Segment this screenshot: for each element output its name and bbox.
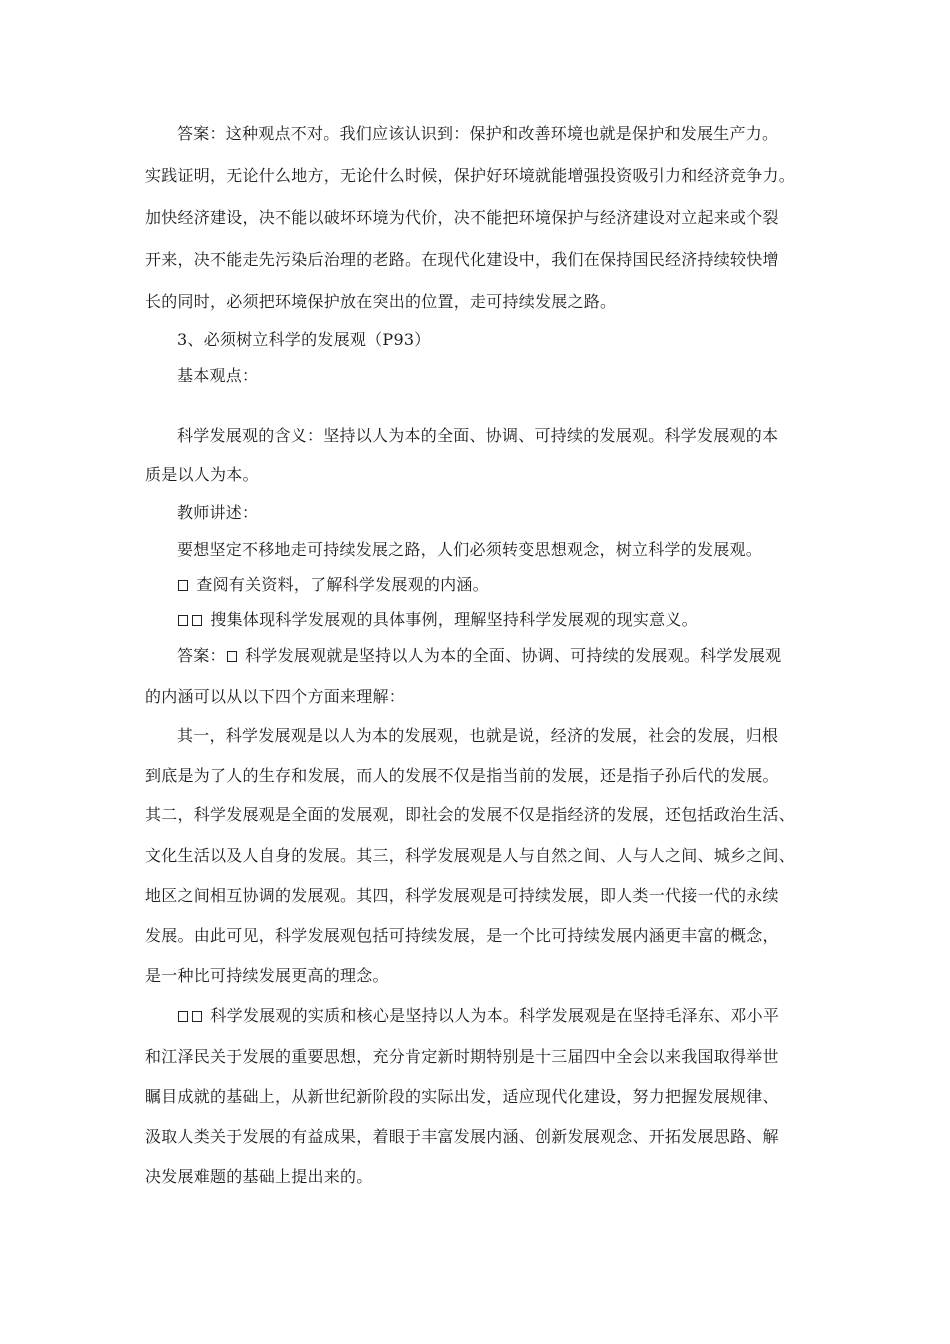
paragraph-line: 和江泽民关于发展的重要思想，充分肯定新时期特别是十三届四中全会以来我国取得举世: [145, 1047, 779, 1066]
checkbox-glyph-icon: [227, 651, 237, 662]
paragraph-line: 的内涵可以从以下四个方面来理解：: [145, 687, 406, 706]
list-item-text: 查阅有关资料，了解科学发展观的内涵。: [196, 575, 489, 594]
checkbox-glyph-icon: [192, 1011, 202, 1022]
answer-text: 科学发展观就是坚持以人为本的全面、协调、可持续的发展观。科学发展观: [245, 646, 782, 665]
paragraph-line: 决发展难题的基础上提出来的。: [145, 1167, 373, 1186]
paragraph-line: 质是以人为本。: [145, 465, 259, 484]
list-item: [177, 575, 489, 595]
checkbox-glyph-icon: [178, 580, 188, 591]
list-item-text: 搜集体现科学发展观的具体事例，理解坚持科学发展观的现实意义。: [210, 610, 698, 629]
paragraph-line: 开来，决不能走先污染后治理的老路。在现代化建设中，我们在保持国民经济持续较快增: [145, 250, 779, 269]
paragraph-line: 汲取人类关于发展的有益成果，着眼于丰富发展内涵、创新发展观念、开拓发展思路、解: [145, 1127, 779, 1146]
paragraph-line: 是一种比可持续发展更高的理念。: [145, 966, 389, 985]
checkbox-glyph-icon: [192, 615, 202, 626]
paragraph-line: 加快经济建设，决不能以破坏环境为代价，决不能把环境保护与经济建设对立起来或个裂: [145, 208, 779, 227]
list-item-text: 科学发展观的实质和核心是坚持以人为本。科学发展观是在坚持毛泽东、邓小平: [210, 1006, 780, 1025]
paragraph-line: 发展。由此可见，科学发展观包括可持续发展，是一个比可持续发展内涵更丰富的概念，: [145, 926, 779, 945]
paragraph-line: 文化生活以及人自身的发展。其三，科学发展观是人与自然之间、人与人之间、城乡之间、: [145, 846, 796, 865]
paragraph-line: 科学发展观的含义：坚持以人为本的全面、协调、可持续的发展观。科学发展观的本: [177, 426, 779, 445]
checkbox-glyph-icon: [178, 1011, 188, 1022]
paragraph-line: 长的同时，必须把环境保护放在突出的位置，走可持续发展之路。: [145, 292, 617, 311]
paragraph-line: 其二，科学发展观是全面的发展观，即社会的发展不仅是指经济的发展，还包括政治生活、: [145, 805, 796, 824]
answer-label: 答案：: [177, 646, 226, 665]
checkbox-glyph-icon: [178, 615, 188, 626]
paragraph-line: 实践证明，无论什么地方，无论什么时候，保护好环境就能增强投资吸引力和经济竞争力。: [145, 166, 796, 185]
paragraph-line: 瞩目成就的基础上，从新世纪新阶段的实际出发，适应现代化建设，努力把握发展规律、: [145, 1087, 779, 1106]
paragraph-line: 到底是为了人的生存和发展，而人的发展不仅是指当前的发展，还是指子孙后代的发展。: [145, 766, 779, 785]
list-item: [177, 1006, 779, 1026]
list-item: [177, 610, 698, 630]
paragraph-line: 其一，科学发展观是以人为本的发展观，也就是说，经济的发展，社会的发展，归根: [177, 726, 779, 745]
paragraph-line: 要想坚定不移地走可持续发展之路，人们必须转变思想观念，树立科学的发展观。: [177, 540, 763, 559]
subheading-teacher-lecture: 教师讲述：: [177, 503, 259, 522]
section-heading: 3、必须树立科学的发展观（P93）: [177, 330, 431, 349]
subheading-basic-points: 基本观点：: [177, 366, 259, 385]
answer-line: [177, 646, 781, 666]
paragraph-line: 答案：这种观点不对。我们应该认识到：保护和改善环境也就是保护和发展生产力。: [177, 124, 779, 143]
paragraph-line: 地区之间相互协调的发展观。其四，科学发展观是可持续发展，即人类一代接一代的永续: [145, 886, 779, 905]
